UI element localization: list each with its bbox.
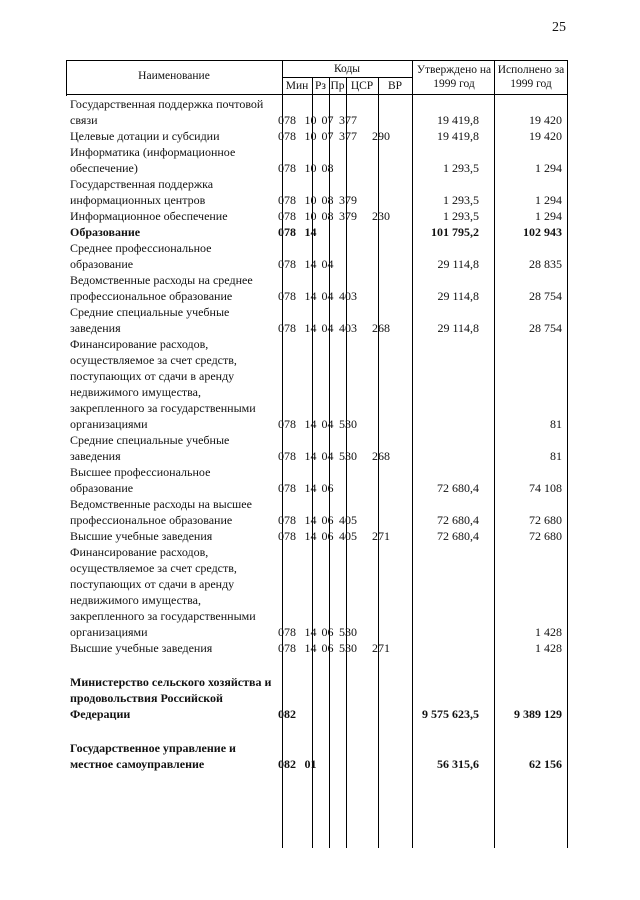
- code-csr: 377: [339, 113, 357, 127]
- code-csr: 379: [339, 193, 357, 207]
- code-pr: 07: [321, 113, 334, 127]
- executed-value: 1 428: [535, 625, 562, 639]
- executed-value: 81: [550, 449, 562, 463]
- code-pr: 07: [321, 129, 334, 143]
- executed-value: 1 294: [535, 209, 562, 223]
- code-min: 078: [278, 113, 296, 127]
- code-csr: 403: [339, 321, 357, 335]
- code-min: 078: [278, 449, 296, 463]
- executed-value: 28 754: [529, 321, 562, 335]
- codes-group-divider: [282, 77, 412, 78]
- row-spacer: [66, 722, 568, 740]
- table-row: [66, 640, 568, 656]
- approved-value: 19 419,8: [437, 113, 479, 127]
- executed-value: 74 108: [529, 481, 562, 495]
- table-row: [66, 176, 568, 208]
- code-rz: 14: [304, 225, 317, 239]
- code-rz: 10: [304, 161, 317, 175]
- code-rz: 14: [304, 513, 317, 527]
- code-pr: 06: [321, 625, 334, 639]
- code-vr: 268: [372, 321, 390, 335]
- executed-value: 28 835: [529, 257, 562, 271]
- table-row: [66, 740, 568, 772]
- row-spacer: [66, 656, 568, 674]
- header-vr: ВР: [387, 80, 403, 92]
- approved-value: 1 293,5: [443, 161, 479, 175]
- code-rz: 14: [304, 289, 317, 303]
- executed-value: 1 294: [535, 193, 562, 207]
- row-name: Среднее профессиональное образование: [70, 241, 212, 271]
- code-min: 078: [278, 641, 296, 655]
- row-name: Высшие учебные заведения: [70, 641, 213, 655]
- row-name: Средние специальные учебные заведения: [70, 433, 230, 463]
- code-rz: 14: [304, 449, 317, 463]
- code-vr: 271: [372, 641, 390, 655]
- table-row: [66, 96, 568, 128]
- approved-value: 1 293,5: [443, 193, 479, 207]
- approved-value: 72 680,4: [437, 529, 479, 543]
- table-top-border: [66, 60, 568, 61]
- header-approved: Утверждено на 1999 год: [416, 64, 492, 90]
- approved-value: 29 114,8: [437, 257, 479, 271]
- executed-value: 72 680: [529, 529, 562, 543]
- code-rz: 14: [304, 529, 317, 543]
- executed-value: 72 680: [529, 513, 562, 527]
- code-min: 078: [278, 129, 296, 143]
- code-min: 078: [278, 417, 296, 431]
- table-row: [66, 544, 568, 640]
- approved-value: 29 114,8: [437, 289, 479, 303]
- code-rz: 14: [304, 417, 317, 431]
- row-name: Финансирование расходов, осуществляемое за счет средств, поступающих от сдачи в аренду недвижимого имущества, закрепленного за государственными организациями: [70, 337, 256, 431]
- code-pr: 06: [321, 481, 334, 495]
- approved-value: 56 315,6: [437, 757, 479, 771]
- table-row: [66, 240, 568, 272]
- code-min: 078: [278, 513, 296, 527]
- header-name: Наименование: [138, 70, 210, 82]
- row-name: Ведомственные расходы на высшее профессиональное образование: [70, 497, 252, 527]
- code-rz: 10: [304, 113, 317, 127]
- table-row: [66, 128, 568, 144]
- row-name: Министерство сельского хозяйства и продовольствия Российской Федерации: [70, 675, 272, 721]
- row-name: Финансирование расходов, осуществляемое за счет средств, поступающих от сдачи в аренду недвижимого имущества, закрепленного за государственными организациями: [70, 545, 256, 639]
- executed-value: 19 420: [529, 113, 562, 127]
- table-row: [66, 304, 568, 336]
- executed-value: 9 389 129: [514, 707, 562, 721]
- header-min: Мин: [285, 80, 309, 92]
- code-csr: 377: [339, 129, 357, 143]
- table-body: [66, 96, 568, 772]
- code-rz: 01: [304, 757, 317, 771]
- code-min: 078: [278, 529, 296, 543]
- code-min: 078: [278, 321, 296, 335]
- code-csr: 530: [339, 625, 357, 639]
- executed-value: 62 156: [529, 757, 562, 771]
- code-min: 078: [278, 193, 296, 207]
- code-rz: 14: [304, 257, 317, 271]
- code-pr: 04: [321, 417, 334, 431]
- row-name: Информатика (информационное обеспечение): [70, 145, 236, 175]
- code-pr: 04: [321, 257, 334, 271]
- header-rz: Рз: [315, 80, 326, 92]
- table-row: [66, 464, 568, 496]
- code-csr: 530: [339, 417, 357, 431]
- header-bottom-border: [66, 94, 568, 95]
- code-pr: 08: [321, 209, 334, 223]
- code-min: 082: [278, 757, 296, 771]
- header-codes: Коды: [333, 63, 361, 75]
- executed-value: 28 754: [529, 289, 562, 303]
- budget-table: [66, 60, 568, 848]
- code-min: 082: [278, 707, 296, 721]
- table-row: [66, 224, 568, 240]
- table-row: [66, 528, 568, 544]
- table-row: [66, 496, 568, 528]
- code-min: 078: [278, 257, 296, 271]
- table-row: [66, 336, 568, 432]
- row-name: Высшие учебные заведения: [70, 529, 213, 543]
- code-min: 078: [278, 481, 296, 495]
- executed-value: 19 420: [529, 129, 562, 143]
- code-min: 078: [278, 625, 296, 639]
- code-rz: 14: [304, 641, 317, 655]
- page-number: 25: [552, 20, 566, 35]
- table-row: [66, 208, 568, 224]
- code-rz: 10: [304, 209, 317, 223]
- code-pr: 06: [321, 529, 334, 543]
- code-rz: 10: [304, 129, 317, 143]
- code-pr: 04: [321, 321, 334, 335]
- code-min: 078: [278, 161, 296, 175]
- code-rz: 14: [304, 481, 317, 495]
- row-name: Ведомственные расходы на среднее профессиональное образование: [70, 273, 253, 303]
- code-vr: 230: [372, 209, 390, 223]
- executed-value: 1 294: [535, 161, 562, 175]
- code-csr: 379: [339, 209, 357, 223]
- code-rz: 10: [304, 193, 317, 207]
- code-vr: 271: [372, 529, 390, 543]
- row-name: Государственное управление и местное самоуправление: [70, 741, 236, 771]
- row-name: Государственная поддержка почтовой связи: [70, 97, 264, 127]
- table-row: [66, 144, 568, 176]
- row-name: Целевые дотации и субсидии: [70, 129, 220, 143]
- code-rz: 14: [304, 321, 317, 335]
- code-csr: 530: [339, 449, 357, 463]
- header-pr: Пр: [330, 80, 345, 92]
- header-csr: ЦСР: [350, 80, 374, 92]
- row-name: Образование: [70, 225, 141, 239]
- code-pr: 06: [321, 641, 334, 655]
- code-min: 078: [278, 225, 296, 239]
- code-pr: 08: [321, 161, 334, 175]
- approved-value: 101 795,2: [431, 225, 479, 239]
- approved-value: 72 680,4: [437, 513, 479, 527]
- approved-value: 72 680,4: [437, 481, 479, 495]
- approved-value: 19 419,8: [437, 129, 479, 143]
- code-min: 078: [278, 209, 296, 223]
- row-name: Высшее профессиональное образование: [70, 465, 211, 495]
- row-name: Информационное обеспечение: [70, 209, 228, 223]
- executed-value: 102 943: [523, 225, 562, 239]
- executed-value: 1 428: [535, 641, 562, 655]
- approved-value: 29 114,8: [437, 321, 479, 335]
- code-vr: 290: [372, 129, 390, 143]
- row-name: Средние специальные учебные заведения: [70, 305, 230, 335]
- code-pr: 06: [321, 513, 334, 527]
- code-csr: 405: [339, 513, 357, 527]
- table-row: [66, 674, 568, 722]
- code-csr: 403: [339, 289, 357, 303]
- table-row: [66, 272, 568, 304]
- approved-value: 1 293,5: [443, 209, 479, 223]
- code-rz: 14: [304, 625, 317, 639]
- code-csr: 530: [339, 641, 357, 655]
- code-csr: 405: [339, 529, 357, 543]
- code-pr: 04: [321, 289, 334, 303]
- executed-value: 81: [550, 417, 562, 431]
- header-executed: Исполнено за 1999 год: [497, 64, 565, 90]
- code-min: 078: [278, 289, 296, 303]
- row-name: Государственная поддержка информационных центров: [70, 177, 214, 207]
- code-pr: 08: [321, 193, 334, 207]
- approved-value: 9 575 623,5: [422, 707, 479, 721]
- code-vr: 268: [372, 449, 390, 463]
- code-pr: 04: [321, 449, 334, 463]
- table-row: [66, 432, 568, 464]
